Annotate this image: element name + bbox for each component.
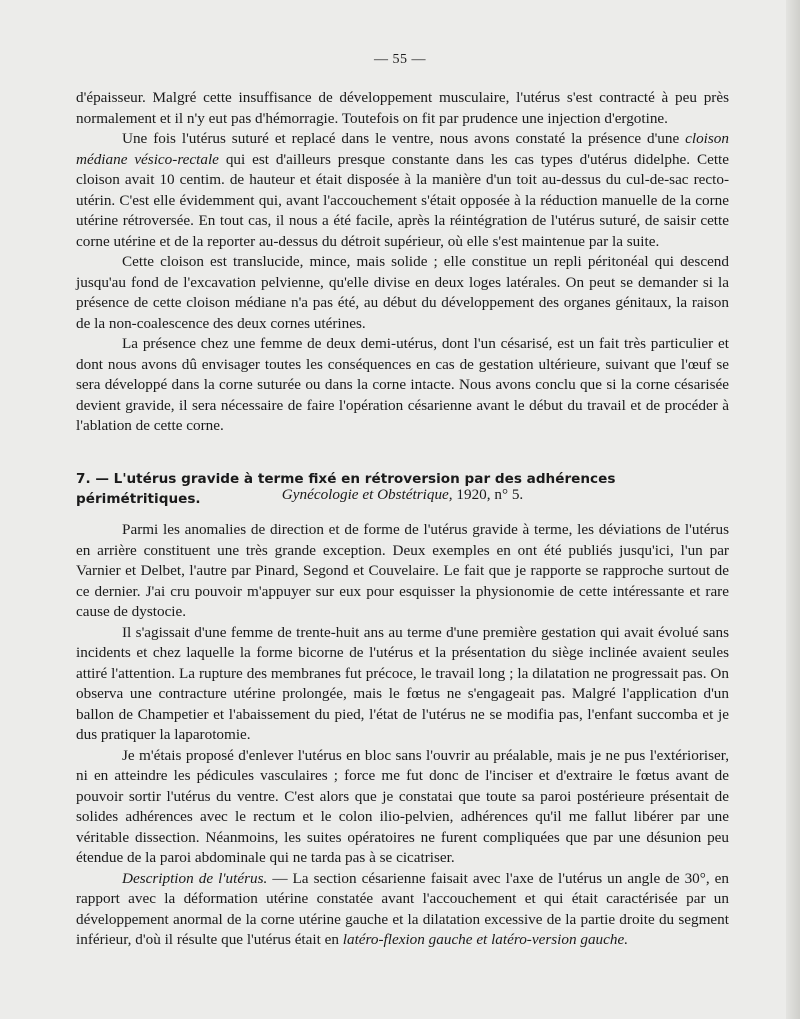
italic-lead: Description de l'utérus. — [122, 869, 268, 887]
italic-term: cloison médiane vésico-rectale — [76, 130, 729, 168]
paragraph-operation: Je m'étais proposé d'enlever l'utérus en bloc sans l'ouvrir au préalable, mais je ne pus l'extérioriser, ni en atteindre les pédicules vasculaires ; force me fut donc de l'inciser et d'extraire le fœtus avant de pouvoir sortir l'utérus du ventre. C'est alors que je constatai que toute sa paroi postérieure présentait de solides adhérences avec le rectum et le colon ilio-pelvien, adhérences qu'il me fallut libérer par une véritable dissection. Néanmoins, les suites opératoires ne furent compliquées que par une désunion peu étendue de la paroi abdominale qui ne tarda pas à se cicatriser. — [76, 746, 729, 866]
paragraph-continuation: d'épaisseur. Malgré cette insuffisance de développement musculaire, l'utérus s'est contracté à peu près normalement et il n'y eut pas d'hémorragie. Toutefois on fit par prudence une injection d'ergotine. — [76, 89, 729, 127]
page-edge-shadow — [786, 0, 800, 1019]
text-run: Une fois l'utérus suturé et replacé dans le ventre, nous avons constaté la présence d'une — [122, 130, 680, 147]
section-source — [76, 486, 729, 504]
section-heading: 7. — L'utérus gravide à terme fixé en rétroversion par des adhérences périmétritiques. — [76, 471, 616, 507]
page-number: — 55 — — [374, 52, 426, 67]
paragraph-demi-uterus: La présence chez une femme de deux demi-utérus, dont l'un césarisé, est un fait très particulier et dont nous avons dû envisager toutes les conséquences en cas de gestation ultérieure, suivant que l'œuf se sera développé dans la corne suturée ou dans la corne intacte. Nous avons conclu que si la corne césarisée devient gravide, il sera nécessaire de faire l'opération césarienne avant le début du travail et de procéder à l'ablation de cette corne. — [76, 335, 729, 434]
text-run: — La section césarienne faisait avec l'axe de l'utérus un angle de 30°, en rapport avec la déformation utérine constatée avant l'accouchement et qui était caractérisée par un développement anormal de la corne utérine gauche et la dilatation excessive de la partie droite du segment inférieur, d'où il résulte que l'utérus était en — [76, 869, 729, 948]
paragraph-anomalies: Parmi les anomalies de direction et de forme de l'utérus gravide à terme, les déviations de l'utérus en arrière constituent une très grande exception. Deux exemples en ont été publiés jusqu'ici, l'un par Varnier et Delbet, l'autre par Pinard, Segond et Couvelaire. Le fait que je rapporte se rapproche surtout de ce dernier. J'ai cru pouvoir m'appuyer sur eux pour esquisser la physionomie de cette intéressante et rare cause de dystocie. — [76, 521, 729, 620]
journal-title: Gynécologie et Obstétrique, — [281, 486, 453, 503]
journal-citation: 1920, n° 5. — [456, 486, 524, 503]
paragraph-description — [76, 869, 729, 951]
paragraph-translucide: Cette cloison est translucide, mince, mais solide ; elle constitue un repli péritonéal qui descend jusqu'au fond de l'excavation pelvienne, qu'elle divise en deux loges latérales. On peut se demander si la présence de cette cloison médiane n'a pas été, au début du développement des organes génitaux, la raison de la non-coalescence des deux cornes utérines. — [76, 253, 729, 332]
text-block-section — [76, 520, 729, 951]
paragraph-case: Il s'agissait d'une femme de trente-huit ans au terme d'une première gestation qui avait évolué sans incidents et chez laquelle la forme bicorne de l'utérus et la présentation du siège inclinée avaient seules attiré l'attention. La rupture des membranes fut précoce, le travail long ; la dilatation ne progressait pas. On observa une contracture utérine prolongée, mais le fœtus ne s'engageait pas. Malgré l'application d'un ballon de Champetier et l'abaissement du pied, l'état de l'utérus ne se modifia pas, l'enfant succomba et je dus pratiquer la laparotomie. — [76, 623, 729, 743]
text-block-top — [76, 88, 729, 437]
paragraph-cloison — [76, 129, 729, 252]
italic-term: latéro-flexion gauche et latéro-version gauche. — [342, 931, 629, 948]
text-run: qui est d'ailleurs presque constante dans les cas types d'utérus didelphe. Cette cloison avait 10 centim. de hauteur et était disposée à la manière d'un toit au-dessus du cul-de-sac recto-utérin. C'est elle évidemment qui, avant l'accouchement s'était opposée à la réduction manuelle de la corne utérine rétroversée. En tout cas, il nous a été facile, après la réintégration de l'utérus suturé, de saisir cette corne utérine et de la reporter au-dessus du détroit supérieur, où elle s'est maintenue par la suite. — [76, 150, 730, 250]
